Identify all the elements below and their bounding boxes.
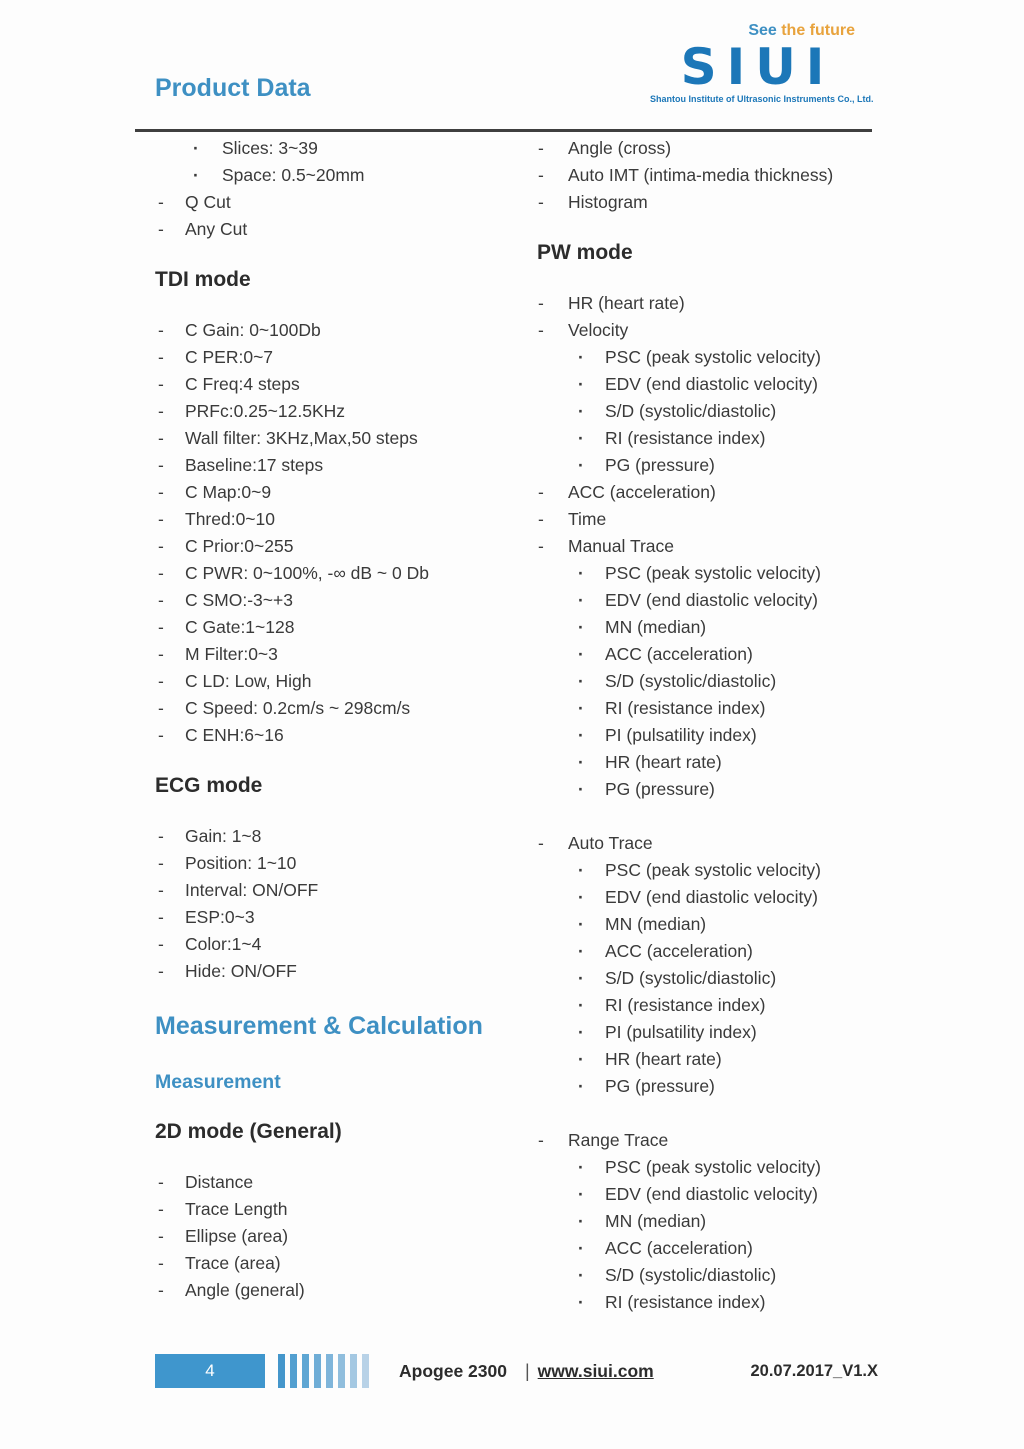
list-item-text: PSC (peak systolic velocity) [605,860,821,880]
list-item [535,371,875,398]
dash-bullet: - [158,1253,164,1273]
list-item [535,857,875,884]
list-item [135,1250,535,1277]
section-heading-ecg-mode: ECG mode [155,774,263,797]
list-item-text: Velocity [568,320,629,340]
dot-bullet: · [578,779,584,799]
list-item [535,317,875,344]
footer-separator: | [524,1360,530,1381]
list-item [535,533,875,560]
list-item [135,1169,535,1196]
dash-bullet: - [538,192,544,212]
list-item [135,317,535,344]
dash-bullet: - [158,482,164,502]
list-item [535,587,875,614]
dot-bullet: · [578,590,584,610]
dash-bullet: - [158,644,164,664]
dash-bullet: - [158,617,164,637]
dot-bullet: · [578,941,584,961]
list-item [535,560,875,587]
list-item [135,506,535,533]
dot-bullet: · [578,1184,584,1204]
page-title: Product Data [155,74,311,102]
list-item-text: S/D (systolic/diastolic) [605,401,777,421]
dot-bullet: · [578,347,584,367]
dash-bullet: - [158,401,164,421]
list-item-text: M Filter:0~3 [185,644,278,664]
list-item-text: MN (median) [605,617,707,637]
website-link[interactable]: www.siui.com [537,1360,654,1381]
list-item-text: Angle (general) [185,1280,305,1300]
list-item-text: Auto IMT (intima-media thickness) [568,165,834,185]
list-item [135,452,535,479]
list-item [135,722,535,749]
section-heading-pw-mode: PW mode [537,241,633,264]
list-item-text: ACC (acceleration) [605,1238,753,1258]
list-item [135,560,535,587]
list-item-text: RI (resistance index) [605,1292,766,1312]
list-item-text: Auto Trace [568,833,653,853]
list-item [535,1154,875,1181]
section-heading-2d-mode-general: 2D mode (General) [155,1120,342,1143]
list-item [535,1127,875,1154]
list-item-text: Trace (area) [185,1253,281,1273]
list-item [535,614,875,641]
list-item-text: Thred:0~10 [185,509,275,529]
list-item [535,938,875,965]
list-item-text: S/D (systolic/diastolic) [605,1265,777,1285]
right-column [535,135,875,1316]
footer-bar-7 [350,1354,357,1388]
dot-bullet: · [578,617,584,637]
list-item-text: C SMO:-3~+3 [185,590,293,610]
list-item [535,722,875,749]
list-item [535,1046,875,1073]
list-item-text: ESP:0~3 [185,907,255,927]
list-item [535,1073,875,1100]
dot-bullet: · [578,671,584,691]
list-item [135,904,535,931]
dash-bullet: - [158,853,164,873]
list-item-text: Ellipse (area) [185,1226,289,1246]
dot-bullet: · [578,1157,584,1177]
dash-bullet: - [158,1199,164,1219]
list-item-text: S/D (systolic/diastolic) [605,671,777,691]
list-item [535,749,875,776]
footer-bar-4 [314,1354,321,1388]
footer-bar-2 [290,1354,297,1388]
list-item [535,1181,875,1208]
dot-bullet: · [578,1211,584,1231]
footer-version: 20.07.2017_V1.X [750,1361,878,1380]
list-item [135,850,535,877]
list-item-text: PSC (peak systolic velocity) [605,347,821,367]
list-item-text: Slices: 3~39 [222,138,318,158]
logo-company-subtitle: Shantou Institute of Ultrasonic Instruments Co., Ltd. [650,94,874,104]
dot-bullet: · [578,995,584,1015]
dot-bullet: · [578,698,584,718]
list-item-text: PRFc:0.25~12.5KHz [185,401,346,421]
list-spacer [535,1100,875,1127]
dash-bullet: - [158,880,164,900]
list-item-text: PI (pulsatility index) [605,1022,757,1042]
dash-bullet: - [538,509,544,529]
dash-bullet: - [538,138,544,158]
dot-bullet: · [578,374,584,394]
list-item-text: PI (pulsatility index) [605,725,757,745]
list-item [535,479,875,506]
dot-bullet: · [578,1265,584,1285]
list-item [135,479,535,506]
list-item [135,344,535,371]
list-spacer [535,803,875,830]
dot-bullet: · [578,725,584,745]
list-item [135,695,535,722]
dash-bullet: - [538,320,544,340]
dash-bullet: - [158,536,164,556]
list-item-text: RI (resistance index) [605,995,766,1015]
list-item [535,1262,875,1289]
list-item [535,398,875,425]
dash-bullet: - [538,482,544,502]
list-item-text: Gain: 1~8 [185,826,262,846]
list-item-text: PSC (peak systolic velocity) [605,1157,821,1177]
footer-bar-1 [278,1354,285,1388]
dash-bullet: - [158,428,164,448]
dash-bullet: - [158,509,164,529]
list-item [535,506,875,533]
header-divider [135,129,872,132]
list-item [535,641,875,668]
list-item [535,776,875,803]
list-item [135,823,535,850]
list-item-text: C Map:0~9 [185,482,272,502]
list-item [535,135,875,162]
dash-bullet: - [158,1172,164,1192]
list-item [135,931,535,958]
dash-bullet: - [158,590,164,610]
list-item-text: Interval: ON/OFF [185,880,319,900]
list-item-text: Distance [185,1172,254,1192]
list-item [535,452,875,479]
dash-bullet: - [158,219,164,239]
list-item-text: EDV (end diastolic velocity) [605,374,818,394]
page-footer [155,1352,878,1390]
list-item [535,162,875,189]
dash-bullet: - [538,165,544,185]
dot-bullet: · [578,914,584,934]
dot-bullet: · [578,644,584,664]
list-item [535,884,875,911]
list-item [135,614,535,641]
list-item-text: C Freq:4 steps [185,374,300,394]
footer-bar-5 [326,1354,333,1388]
list-item [535,668,875,695]
list-item-text: Position: 1~10 [185,853,297,873]
dash-bullet: - [158,961,164,981]
footer-bar-6 [338,1354,345,1388]
footer-bar-8 [362,1354,369,1388]
list-item-text: Angle (cross) [568,138,672,158]
footer-bar-3 [302,1354,309,1388]
chapter-heading-measurement-calculation: Measurement & Calculation [155,1012,483,1040]
list-item-text: EDV (end diastolic velocity) [605,590,818,610]
list-item [535,290,875,317]
list-item-text: MN (median) [605,1211,707,1231]
dash-bullet: - [538,293,544,313]
page-number-badge: 4 [155,1354,265,1388]
list-item [535,992,875,1019]
dot-bullet: · [193,138,199,158]
list-item [135,371,535,398]
list-item-text: Time [568,509,607,529]
dot-bullet: · [578,752,584,772]
logo-tagline-see: See [748,22,777,39]
list-item-text: RI (resistance index) [605,698,766,718]
list-item-text: C LD: Low, High [185,671,312,691]
dash-bullet: - [158,1280,164,1300]
dot-bullet: · [578,1076,584,1096]
list-item-text: Hide: ON/OFF [185,961,297,981]
list-item-text: PG (pressure) [605,1076,715,1096]
dash-bullet: - [158,347,164,367]
list-item-text: C Gain: 0~100Db [185,320,321,340]
list-item [135,587,535,614]
list-item-text: Color:1~4 [185,934,262,954]
list-item-text: S/D (systolic/diastolic) [605,968,777,988]
siui-brand-wordmark: SIUI [680,38,835,96]
list-item [135,162,535,189]
list-item-text: ACC (acceleration) [605,644,753,664]
list-item [535,1208,875,1235]
left-column [135,135,535,1316]
dot-bullet: · [578,887,584,907]
siui-logo [650,22,874,104]
footer-product-name: Apogee 2300 [399,1360,507,1381]
list-item-text: ACC (acceleration) [605,941,753,961]
dash-bullet: - [158,826,164,846]
list-item [535,425,875,452]
list-item [135,958,535,985]
list-item [135,135,535,162]
dash-bullet: - [538,1130,544,1150]
dot-bullet: · [578,428,584,448]
list-item [135,668,535,695]
list-item-text: Histogram [568,192,648,212]
list-item [135,1223,535,1250]
list-item [535,830,875,857]
dot-bullet: · [578,401,584,421]
list-item [535,1289,875,1316]
dash-bullet: - [158,374,164,394]
list-item [535,1019,875,1046]
subblue-heading-measurement: Measurement [155,1071,281,1093]
footer-bar-decoration [278,1354,369,1388]
dot-bullet: · [578,860,584,880]
dash-bullet: - [158,192,164,212]
dash-bullet: - [158,907,164,927]
dash-bullet: - [158,320,164,340]
list-item-text: PG (pressure) [605,455,715,475]
list-item [135,533,535,560]
dot-bullet: · [578,455,584,475]
dot-bullet: · [193,165,199,185]
list-item [135,398,535,425]
list-item-text: C Speed: 0.2cm/s ~ 298cm/s [185,698,411,718]
list-item-text: Baseline:17 steps [185,455,324,475]
list-item [135,425,535,452]
list-item-text: MN (median) [605,914,707,934]
dash-bullet: - [158,671,164,691]
dash-bullet: - [158,934,164,954]
dot-bullet: · [578,563,584,583]
list-item-text: EDV (end diastolic velocity) [605,1184,818,1204]
section-heading-tdi-mode: TDI mode [155,268,251,291]
list-item-text: C Prior:0~255 [185,536,294,556]
list-item-text: Trace Length [185,1199,288,1219]
list-item-text: ACC (acceleration) [568,482,716,502]
content-area [135,135,875,1316]
list-item [535,965,875,992]
list-item [135,189,535,216]
dot-bullet: · [578,1049,584,1069]
list-item [135,877,535,904]
list-item-text: C Gate:1~128 [185,617,295,637]
list-item-text: HR (heart rate) [605,752,722,772]
dash-bullet: - [158,1226,164,1246]
list-item-text: RI (resistance index) [605,428,766,448]
dash-bullet: - [538,536,544,556]
dash-bullet: - [158,725,164,745]
dash-bullet: - [538,833,544,853]
list-item-text: C PWR: 0~100%, -∞ dB ~ 0 Db [185,563,429,583]
dash-bullet: - [158,455,164,475]
list-item-text: C ENH:6~16 [185,725,284,745]
list-item [135,1277,535,1304]
list-item-text: PSC (peak systolic velocity) [605,563,821,583]
list-item [535,344,875,371]
list-item [135,216,535,243]
list-item [135,1196,535,1223]
list-item-text: C PER:0~7 [185,347,274,367]
dot-bullet: · [578,1238,584,1258]
logo-tagline-rest: the future [776,22,855,39]
dot-bullet: · [578,968,584,988]
dash-bullet: - [158,698,164,718]
dash-bullet: - [158,563,164,583]
list-item [535,189,875,216]
list-item-text: HR (heart rate) [605,1049,722,1069]
list-item [535,695,875,722]
list-item-text: Manual Trace [568,536,675,556]
list-item-text: HR (heart rate) [568,293,685,313]
list-item [135,641,535,668]
list-item-text: EDV (end diastolic velocity) [605,887,818,907]
list-item-text: PG (pressure) [605,779,715,799]
dot-bullet: · [578,1022,584,1042]
list-item-text: Range Trace [568,1130,669,1150]
list-item-text: Wall filter: 3KHz,Max,50 steps [185,428,418,448]
dot-bullet: · [578,1292,584,1312]
list-item-text: Space: 0.5~20mm [222,165,365,185]
list-item-text: Q Cut [185,192,231,212]
list-item [535,911,875,938]
list-item [535,1235,875,1262]
list-item-text: Any Cut [185,219,248,239]
